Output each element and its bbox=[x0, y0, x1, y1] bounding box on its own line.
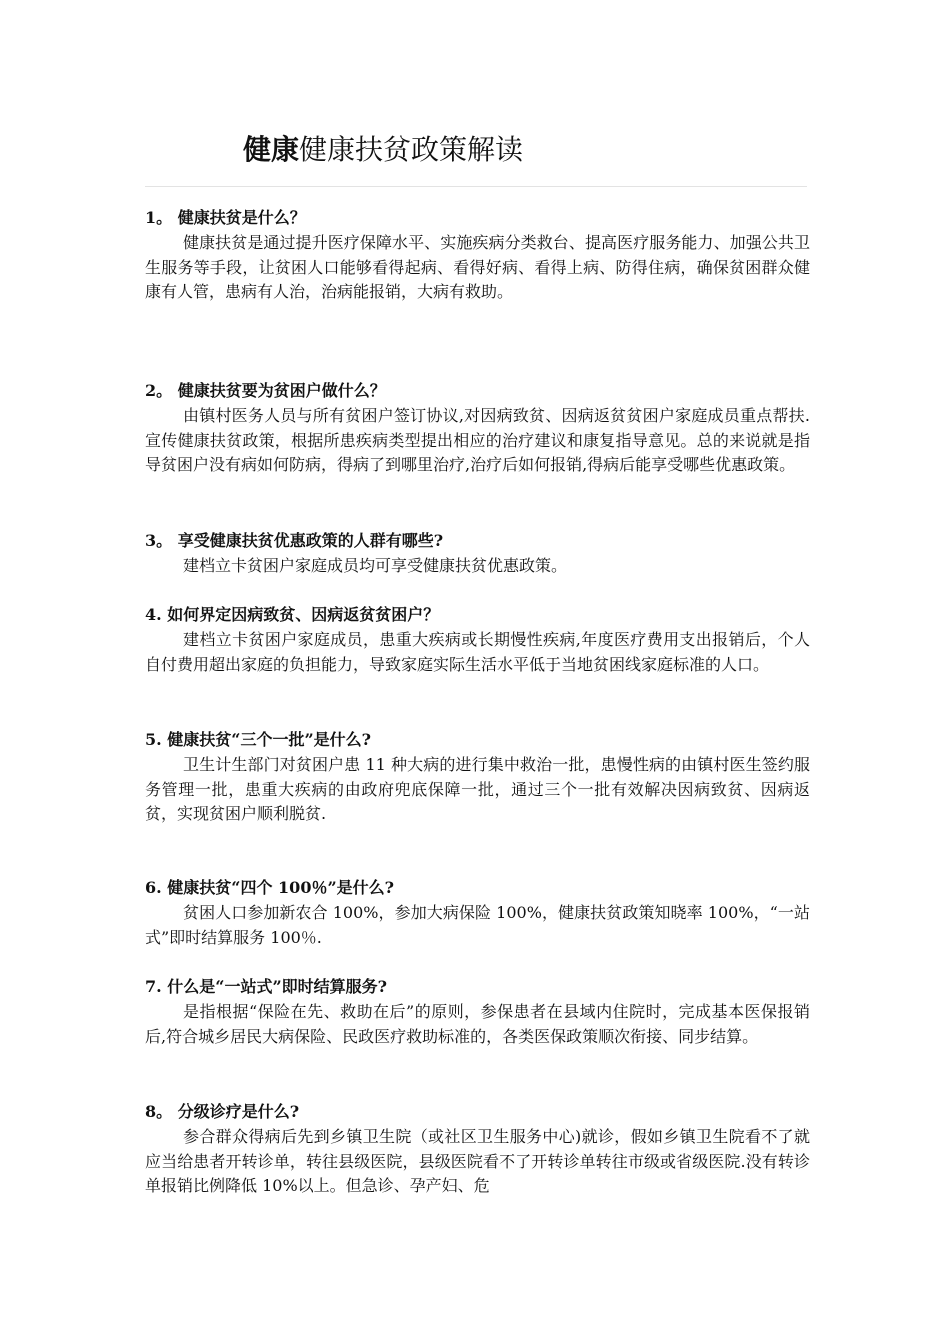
section-question: 7. 什么是“一站式”即时结算服务? bbox=[145, 977, 388, 996]
page-title-bold: 健康 bbox=[243, 133, 300, 166]
qa-section-6 bbox=[145, 877, 810, 950]
section-answer: 参合群众得病后先到乡镇卫生院（或社区卫生服务中心)就诊，假如乡镇卫生院看不了就应当给患者开转诊单，转往县级医院，县级医院看不了开转诊单转往市级或省级医院.没有转诊单报销比例降低 10%以上。但急诊、孕产妇、危 bbox=[145, 1127, 810, 1195]
section-question: 8。 分级诊疗是什么? bbox=[145, 1102, 300, 1121]
qa-section-4 bbox=[145, 604, 810, 677]
page-title-rest: 健康扶贫政策解读 bbox=[299, 133, 524, 166]
page-title bbox=[243, 132, 523, 168]
section-question: 3。 享受健康扶贫优惠政策的人群有哪些? bbox=[145, 531, 444, 550]
section-answer: 由镇村医务人员与所有贫困户签订协议,对因病致贫、因病返贫贫困户家庭成员重点帮扶.宣传健康扶贫政策，根据所患疾病类型提出相应的治疗建议和康复指导意见。总的来说就是指导贫困户没有病如何防病，得病了到哪里治疗,治疗后如何报销,得病后能享受哪些优惠政策。 bbox=[145, 406, 810, 474]
qa-section-7 bbox=[145, 976, 810, 1049]
section-answer: 卫生计生部门对贫困户患 11 种大病的进行集中救治一批，患慢性病的由镇村医生签约服务管理一批，患重大疾病的由政府兜底保障一批，通过三个一批有效解决因病致贫、因病返贫，实现贫困户顺利脱贫. bbox=[145, 755, 810, 823]
section-answer: 是指根据“保险在先、救助在后”的原则，参保患者在县域内住院时，完成基本医保报销后,符合城乡居民大病保险、民政医疗救助标准的，各类医保政策顺次衔接、同步结算。 bbox=[145, 1002, 810, 1046]
title-divider bbox=[145, 186, 807, 187]
section-answer: 建档立卡贫困户家庭成员均可享受健康扶贫优惠政策。 bbox=[183, 556, 568, 575]
qa-section-1 bbox=[145, 207, 810, 305]
section-answer: 健康扶贫是通过提升医疗保障水平、实施疾病分类救台、提高医疗服务能力、加强公共卫生服务等手段，让贫困人口能够看得起病、看得好病、看得上病、防得住病，确保贫困群众健康有人管，患病有人治，治病能报销，大病有救助。 bbox=[145, 233, 810, 301]
section-answer: 贫困人口参加新农合 100%，参加大病保险 100%，健康扶贫政策知晓率 100%，“一站式”即时结算服务 100％. bbox=[145, 903, 810, 947]
section-question: 4. 如何界定因病致贫、因病返贫贫困户？ bbox=[145, 605, 440, 624]
section-question: 1。 健康扶贫是什么？ bbox=[145, 208, 306, 227]
qa-section-3 bbox=[145, 530, 810, 579]
qa-section-8 bbox=[145, 1101, 810, 1199]
section-question: 2。 健康扶贫要为贫困户做什么？ bbox=[145, 381, 386, 400]
section-question: 5. 健康扶贫“三个一批”是什么? bbox=[145, 730, 372, 749]
qa-section-5 bbox=[145, 729, 810, 827]
section-answer: 建档立卡贫困户家庭成员，患重大疾病或长期慢性疾病,年度医疗费用支出报销后，个人自付费用超出家庭的负担能力，导致家庭实际生活水平低于当地贫困线家庭标准的人口。 bbox=[145, 630, 810, 674]
section-question: 6. 健康扶贫“四个 100％”是什么? bbox=[145, 878, 395, 897]
qa-section-2 bbox=[145, 380, 810, 478]
